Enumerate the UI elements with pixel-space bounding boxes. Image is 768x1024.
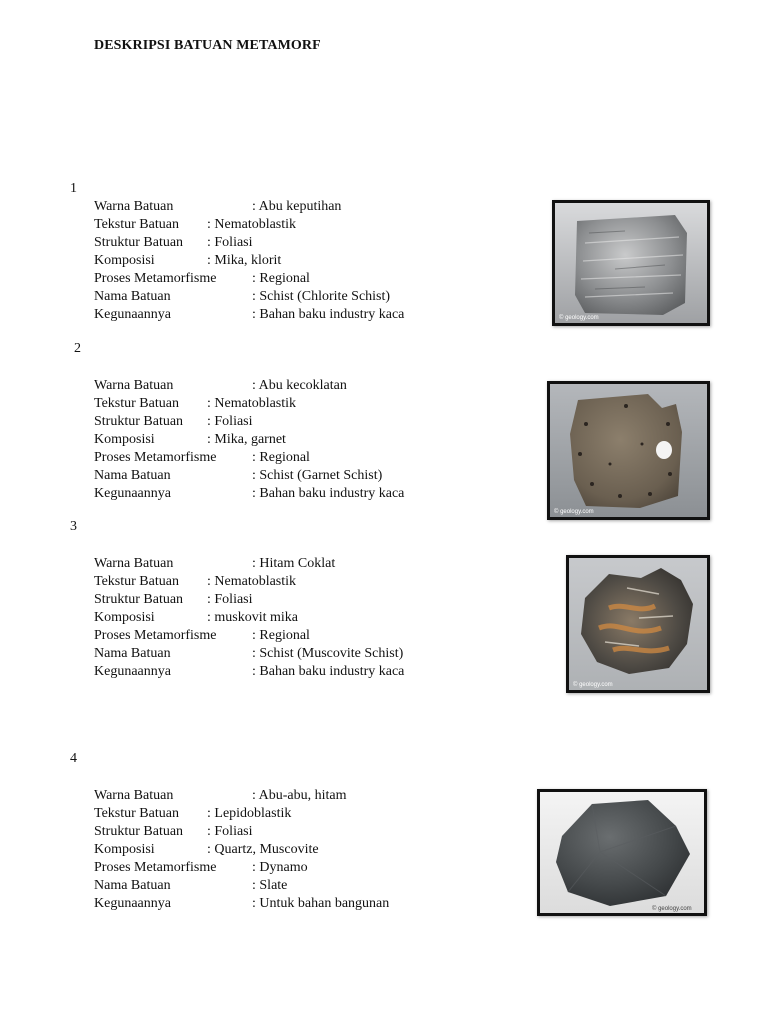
label: Tekstur Batuan	[94, 806, 179, 821]
value: : Abu keputihan	[252, 199, 342, 214]
watermark: © geology.com	[559, 315, 599, 321]
value: : Lepidoblastik	[207, 806, 292, 821]
value: : Bahan baku industry kaca	[252, 486, 405, 501]
rock-4-photo	[537, 789, 707, 916]
value: : Untuk bahan bangunan	[252, 896, 390, 911]
label: Proses Metamorfisme	[94, 271, 217, 286]
page-title: DESKRIPSI BATUAN METAMORF	[94, 38, 321, 53]
value: : Regional	[252, 628, 310, 643]
label: Kegunaannya	[94, 664, 171, 679]
value: : Foliasi	[207, 824, 253, 839]
value: : Nematoblastik	[207, 217, 297, 232]
label: Nama Batuan	[94, 289, 171, 304]
watermark: © geology.com	[652, 906, 692, 912]
label: Warna Batuan	[94, 378, 174, 393]
label: Komposisi	[94, 432, 155, 447]
label: Tekstur Batuan	[94, 396, 179, 411]
value: : Nematoblastik	[207, 396, 297, 411]
label: Tekstur Batuan	[94, 574, 179, 589]
value: : Slate	[252, 878, 288, 893]
value: : Nematoblastik	[207, 574, 297, 589]
value: : Hitam Coklat	[252, 556, 336, 571]
label: Komposisi	[94, 610, 155, 625]
label: Kegunaannya	[94, 896, 171, 911]
value: : Mika, garnet	[207, 432, 286, 447]
watermark: © geology.com	[554, 509, 594, 515]
value: : Foliasi	[207, 414, 253, 429]
value: : Regional	[252, 271, 310, 286]
label: Nama Batuan	[94, 468, 171, 483]
value: : Schist (Chlorite Schist)	[252, 289, 391, 304]
rock-1-number: 1	[70, 181, 77, 196]
label: Kegunaannya	[94, 486, 171, 501]
label: Proses Metamorfisme	[94, 860, 217, 875]
label: Nama Batuan	[94, 878, 171, 893]
watermark: © geology.com	[573, 682, 613, 688]
label: Warna Batuan	[94, 556, 174, 571]
value: : Foliasi	[207, 235, 253, 250]
label: Nama Batuan	[94, 646, 171, 661]
value: : muskovit mika	[207, 610, 298, 625]
rock-1-photo	[552, 200, 710, 326]
value: : Abu kecoklatan	[252, 378, 347, 393]
value: : Dynamo	[252, 860, 308, 875]
label: Struktur Batuan	[94, 235, 184, 250]
rock-4-number: 4	[70, 751, 77, 766]
label: Komposisi	[94, 842, 155, 857]
label: Kegunaannya	[94, 307, 171, 322]
label: Warna Batuan	[94, 199, 174, 214]
label: Warna Batuan	[94, 788, 174, 803]
rock-3-number: 3	[70, 519, 77, 534]
rock-2-number: 2	[74, 341, 81, 356]
label: Proses Metamorfisme	[94, 450, 217, 465]
label: Struktur Batuan	[94, 592, 184, 607]
value: : Quartz, Muscovite	[207, 842, 319, 857]
label: Proses Metamorfisme	[94, 628, 217, 643]
label: Tekstur Batuan	[94, 217, 179, 232]
value: : Bahan baku industry kaca	[252, 307, 405, 322]
label: Struktur Batuan	[94, 824, 184, 839]
label: Komposisi	[94, 253, 155, 268]
label: Struktur Batuan	[94, 414, 184, 429]
value: : Abu-abu, hitam	[252, 788, 347, 803]
value: : Foliasi	[207, 592, 253, 607]
value: : Schist (Garnet Schist)	[252, 468, 383, 483]
rock-3-photo	[566, 555, 710, 693]
value: : Bahan baku industry kaca	[252, 664, 405, 679]
value: : Regional	[252, 450, 310, 465]
rock-2-photo	[547, 381, 710, 520]
value: : Schist (Muscovite Schist)	[252, 646, 404, 661]
value: : Mika, klorit	[207, 253, 282, 268]
